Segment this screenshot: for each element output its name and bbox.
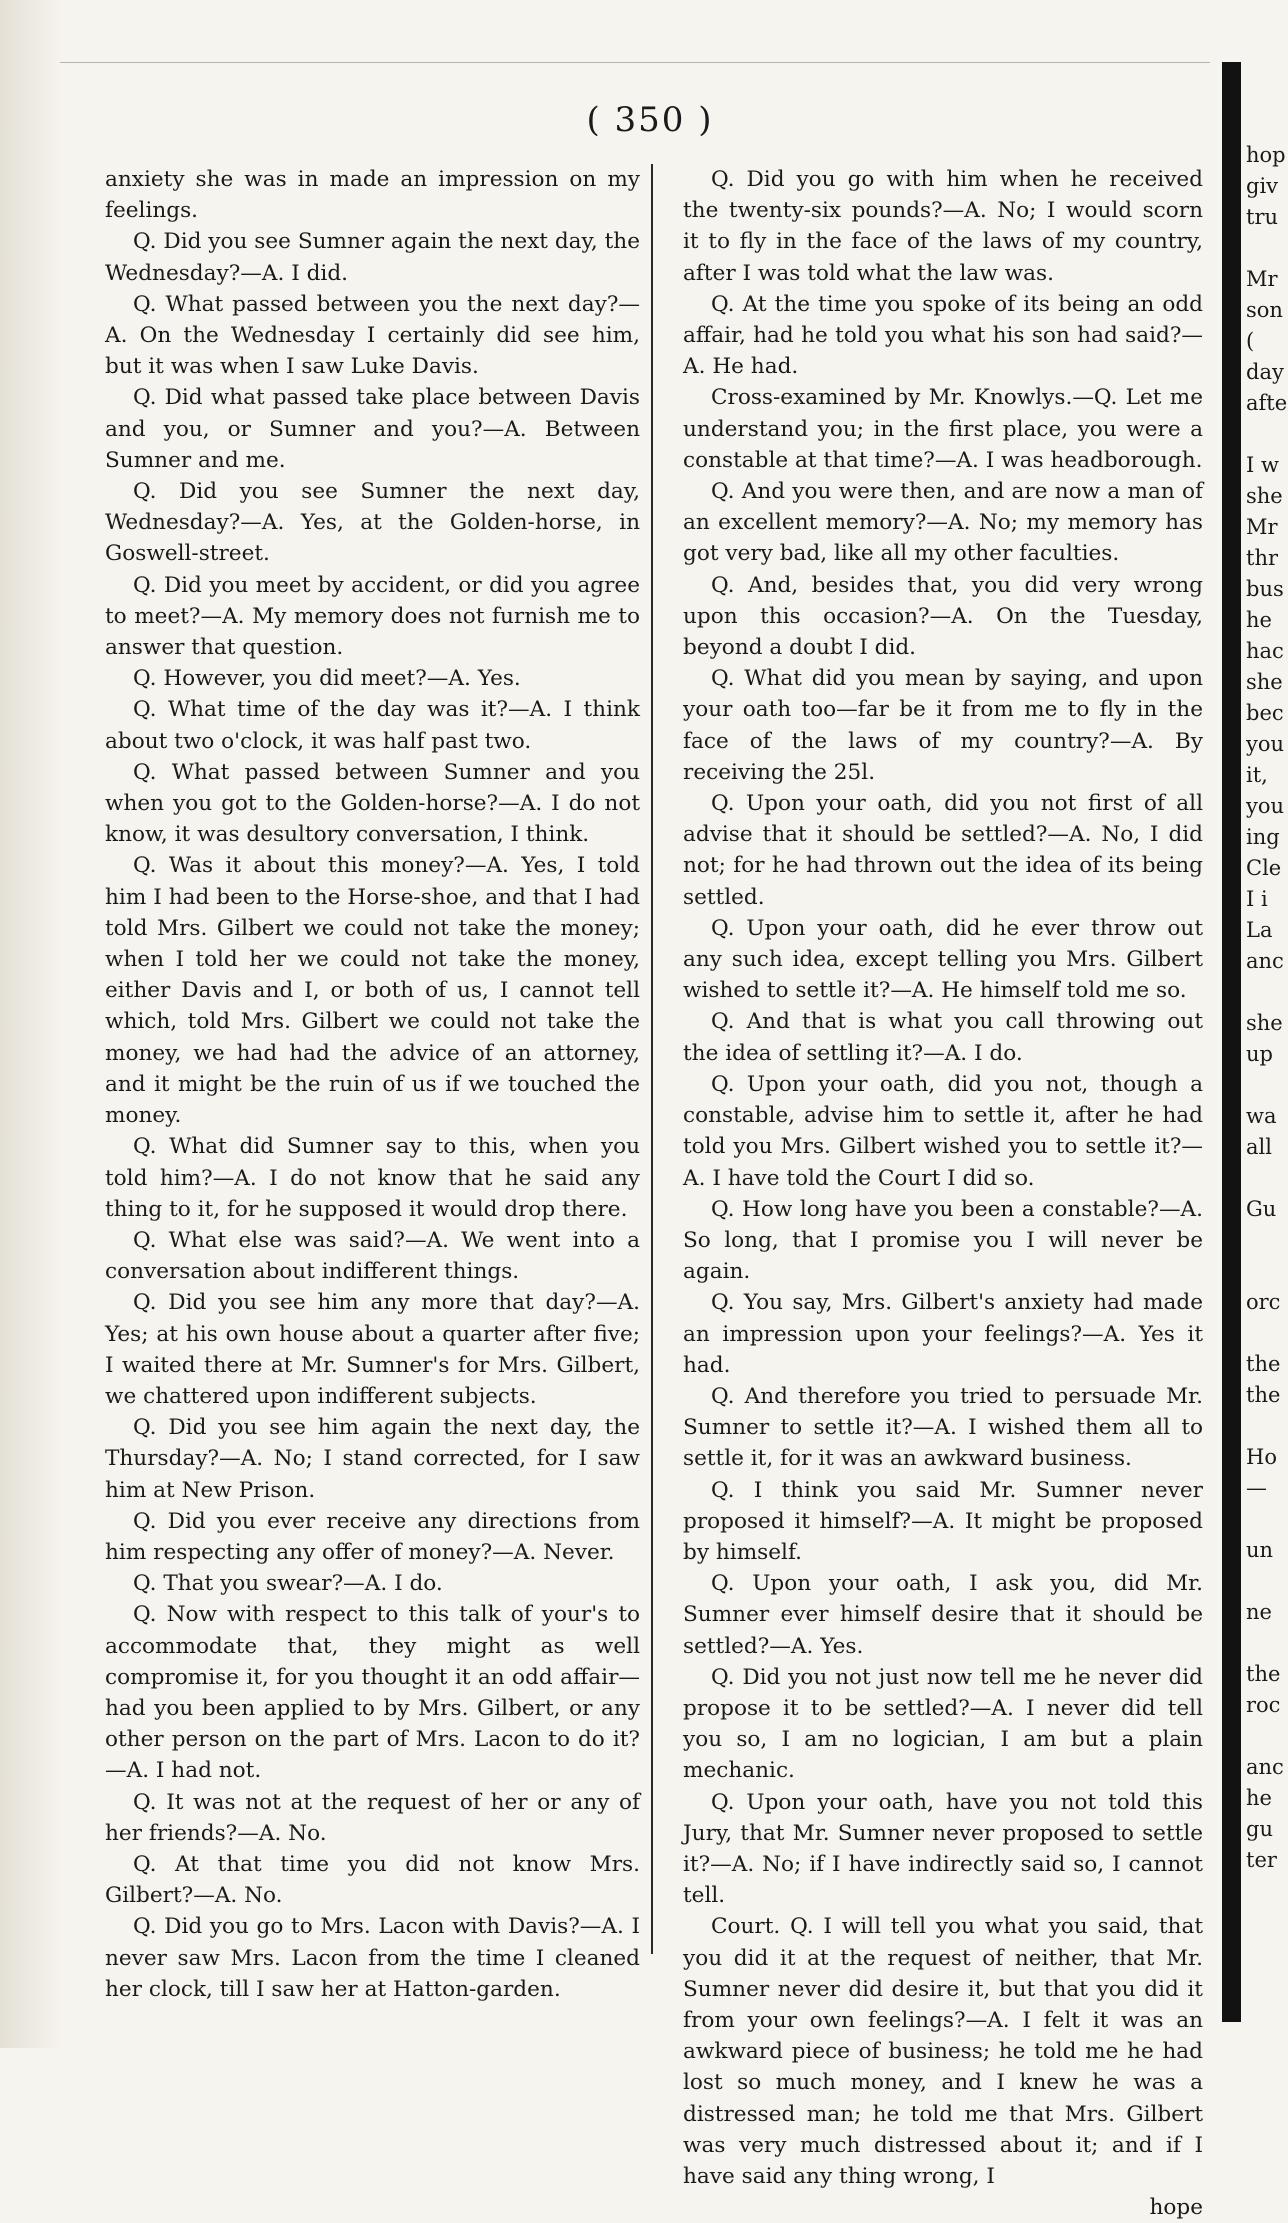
catchword: hope: [1149, 2195, 1203, 2221]
edge-fragment: tru: [1246, 205, 1279, 229]
edge-fragment: [1246, 977, 1288, 1008]
paragraph: Q. How long have you been a constable?—A. So long, that I promise you I will never be again.: [683, 1196, 1203, 1285]
page-number: ( 350 ): [586, 100, 714, 140]
edge-fragment: she: [1246, 484, 1283, 508]
edge-fragment: ing: [1246, 825, 1280, 849]
edge-fragment: Mr: [1246, 267, 1278, 291]
column-divider: [651, 164, 653, 1954]
edge-fragment: —: [1246, 1476, 1267, 1500]
edge-fragment: all: [1246, 1135, 1272, 1159]
paragraph: Q. Did you go with him when he received the twenty-six pounds?—A. No; I would scorn it to fly in the face of the laws of my country, after I was told what the law was.: [683, 167, 1203, 286]
paragraph: anxiety she was in made an impression on my feelings.: [105, 167, 640, 224]
scan-margin-shadow: [0, 0, 64, 2048]
edge-fragment: giv: [1246, 174, 1279, 198]
edge-fragment: she: [1246, 670, 1283, 694]
edge-fragment: it,: [1246, 763, 1268, 787]
left-column: [105, 164, 640, 2005]
edge-fragment: gu: [1246, 1817, 1273, 1841]
edge-fragment: [1246, 1504, 1288, 1535]
edge-fragment: you: [1246, 794, 1285, 818]
paragraph: Q. Upon your oath, did you not first of all advise that it should be settled?—A. No, I did not; for he had thrown out the idea of its being settled.: [683, 791, 1203, 910]
paragraph: Q. Upon your oath, have you not told this Jury, that Mr. Sumner never proposed to settle it?—A. No; if I have indirectly said so, I cannot tell.: [683, 1789, 1203, 1909]
edge-fragment: hac: [1246, 639, 1284, 663]
edge-fragment: [1246, 1318, 1288, 1349]
right-column: [683, 164, 1203, 2223]
paragraph: Q. Did you meet by accident, or did you agree to meet?—A. My memory does not furnish me to answer that question.: [105, 572, 640, 661]
edge-fragment: he: [1246, 608, 1272, 632]
edge-fragment: thr: [1246, 546, 1279, 570]
paragraph: Q. At that time you did not know Mrs. Gilbert?—A. No.: [105, 1851, 640, 1909]
edge-fragment: ter: [1246, 1848, 1277, 1872]
edge-fragment: ne: [1246, 1600, 1272, 1624]
edge-fragment: son: [1246, 298, 1283, 322]
edge-fragment: un: [1246, 1538, 1274, 1562]
edge-fragment: Ho: [1246, 1445, 1277, 1469]
paragraph: Q. However, you did meet?—A. Yes.: [133, 666, 521, 692]
paragraph: Q. Did you see Sumner the next day, Wednesday?—A. Yes, at the Golden-horse, in Goswell-street.: [105, 479, 640, 567]
paragraph: Q. What did Sumner say to this, when you told him?—A. I do not know that he said any thing to it, for he supposed it would drop there.: [105, 1134, 640, 1222]
edge-fragment: I w: [1246, 453, 1279, 477]
edge-fragment: bec: [1246, 701, 1284, 725]
edge-fragment: afte: [1246, 391, 1288, 415]
paragraph: Q. Upon your oath, did you not, though a constable, advise him to settle it, after he had told you Mrs. Gilbert wished you to settle it?—A. I have told the Court I did so.: [683, 1071, 1203, 1191]
edge-fragment: [1246, 233, 1288, 264]
paragraph: Q. And you were then, and are now a man of an excellent memory?—A. No; my memory has got very bad, like all my other faculties.: [683, 479, 1203, 567]
edge-fragment: [1246, 419, 1288, 450]
paragraph: Q. Did you go to Mrs. Lacon with Davis?—A. I never saw Mrs. Lacon from the time I cleaned her clock, till I saw her at Hatton-garden.: [105, 1914, 640, 2002]
edge-fragment: hop: [1246, 143, 1286, 167]
edge-fragment: [1246, 1721, 1288, 1752]
paragraph: Q. And, besides that, you did very wrong upon this occasion?—A. On the Tuesday, beyond a doubt I did.: [683, 572, 1203, 661]
paragraph: Q. Was it about this money?—A. Yes, I told him I had been to the Horse-shoe, and that I had told Mrs. Gilbert we could not take the money; when I told her we could not take the money, either Davis and I, or both of us, I cannot tell which, told Mrs. Gilbert we could not take the money, we had had the advice of an attorney, and it might be the ruin of us if we touched the money.: [105, 853, 640, 1129]
paragraph: Q. And that is what you call throwing out the idea of settling it?—A. I do.: [683, 1009, 1203, 1066]
paragraph: Court. Q. I will tell you what you said, that you did it at the request of neither, that Mr. Sumner never did desire it, but that you did it from your own feelings?—A. I felt it was an awkward piece of business; he told me he had lost so much money, and I knew he was a distressed man; he told me that Mrs. Gilbert was very much distressed about it; and if I have said any thing wrong, I: [683, 1914, 1203, 2189]
edge-fragment: bus: [1246, 577, 1284, 601]
page-binding-shadow: [1222, 62, 1241, 2022]
edge-fragment: she: [1246, 1011, 1283, 1035]
edge-fragment: [1246, 1163, 1288, 1194]
edge-fragment: the: [1246, 1352, 1281, 1376]
edge-fragment: he: [1246, 1786, 1272, 1810]
edge-fragment: I i: [1246, 887, 1268, 911]
edge-fragment: wa: [1246, 1104, 1277, 1128]
edge-fragment: you: [1246, 732, 1285, 756]
paragraph: Cross-examined by Mr. Knowlys.—Q. Let me understand you; in the first place, you were a constable at that time?—A. I was headborough.: [683, 385, 1203, 473]
paragraph: Q. Did you see him any more that day?—A. Yes; at his own house about a quarter after five; I waited there at Mr. Sumner's for Mrs. Gilbert, we chattered upon indifferent subjects.: [105, 1290, 640, 1409]
edge-fragment: anc: [1246, 949, 1284, 973]
edge-fragment: [1246, 1411, 1288, 1442]
edge-fragment: (: [1246, 329, 1255, 353]
paragraph: Q. Did you ever receive any directions from him respecting any offer of money?—A. Never.: [105, 1508, 640, 1565]
paragraph: Q. Did what passed take place between Davis and you, or Sumner and you?—A. Between Sumner and me.: [105, 385, 640, 473]
paragraph: Q. What passed between you the next day?—A. On the Wednesday I certainly did see him, but it was when I saw Luke Davis.: [105, 291, 640, 380]
paragraph: Q. At the time you spoke of its being an odd affair, had he told you what his son had said?—A. He had.: [683, 291, 1203, 380]
edge-fragment: day: [1246, 360, 1284, 384]
paragraph: Q. And therefore you tried to persuade Mr. Sumner to settle it?—A. I wished them all to settle it, for it was an awkward business.: [683, 1383, 1203, 1472]
edge-fragment: Mr: [1246, 515, 1278, 539]
paragraph: Q. It was not at the request of her or any of her friends?—A. No.: [105, 1789, 640, 1846]
paragraph: Q. Did you see Sumner again the next day, the Wednesday?—A. I did.: [105, 229, 640, 286]
edge-fragment: [1246, 1256, 1288, 1287]
edge-fragment: [1246, 1628, 1288, 1659]
edge-fragment: roc: [1246, 1693, 1281, 1717]
paragraph: Q. Did you see him again the next day, the Thursday?—A. No; I stand corrected, for I saw him at New Prison.: [105, 1415, 640, 1503]
edge-fragment: Cle: [1246, 856, 1282, 880]
paragraph: Q. What time of the day was it?—A. I think about two o'clock, it was half past two.: [105, 697, 640, 754]
edge-fragment: [1246, 1225, 1288, 1256]
top-rule: [60, 62, 1210, 63]
paragraph: Q. You say, Mrs. Gilbert's anxiety had made an impression upon your feelings?—A. Yes it had.: [683, 1290, 1203, 1378]
edge-fragment: La: [1246, 918, 1273, 942]
edge-fragment: orc: [1246, 1290, 1281, 1314]
paragraph: Q. Upon your oath, did he ever throw out any such idea, except telling you Mrs. Gilbert wished to settle it?—A. He himself told me so.: [683, 915, 1203, 1004]
edge-fragment: the: [1246, 1662, 1281, 1686]
paragraph: Q. What did you mean by saying, and upon your oath too—far be it from me to fly in the face of the laws of my country?—A. By receiving the 25l.: [683, 666, 1203, 785]
edge-fragment: up: [1246, 1042, 1273, 1066]
paragraph: Q. That you swear?—A. I do.: [133, 1571, 443, 1597]
edge-fragment: the: [1246, 1383, 1281, 1407]
edge-fragment: anc: [1246, 1755, 1284, 1779]
paragraph: Q. Did you not just now tell me he never did propose it to be settled?—A. I never did tell you so, I am no logician, I am but a plain mechanic.: [683, 1664, 1203, 1784]
paragraph: Q. What passed between Sumner and you when you got to the Golden-horse?—A. I do not know, it was desultory conversation, I think.: [105, 759, 640, 848]
paragraph: Q. What else was said?—A. We went into a conversation about indifferent things.: [105, 1227, 640, 1285]
next-page-edge-fragments: [1246, 140, 1288, 2000]
paragraph: Q. Now with respect to this talk of your's to accommodate that, they might as well compromise it, for you thought it an odd affair—had you been applied to by Mrs. Gilbert, or any other person on the part of Mrs. Lacon to do it?—A. I had not.: [105, 1602, 640, 1784]
paragraph: Q. Upon your oath, I ask you, did Mr. Sumner ever himself desire that it should be settled?—A. Yes.: [683, 1571, 1203, 1659]
paragraph: Q. I think you said Mr. Sumner never proposed it himself?—A. It might be proposed by himself.: [683, 1477, 1203, 1565]
edge-fragment: [1246, 1566, 1288, 1597]
edge-fragment: Gu: [1246, 1197, 1277, 1221]
edge-fragment: [1246, 1070, 1288, 1101]
